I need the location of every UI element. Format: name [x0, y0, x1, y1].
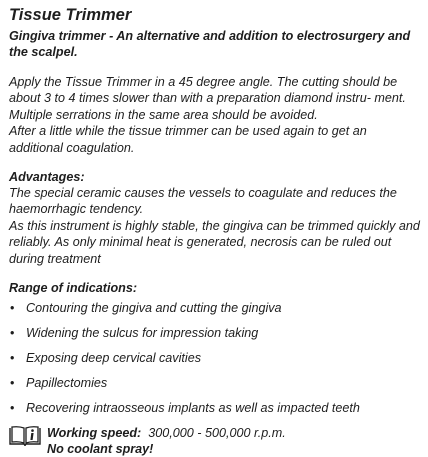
list-item-text: Contouring the gingiva and cutting the gingiva — [26, 301, 282, 316]
advantages-paragraph-2: As this instrument is highly stable, the gingiva can be trimmed quickly and reliably. As only minimal heat is generated, necrosis can be ruled out during treatment — [9, 218, 420, 266]
indications-list — [9, 300, 422, 416]
info-book-icon — [9, 426, 41, 446]
intro-paragraph-1: Apply the Tissue Trimmer in a 45 degree angle. The cutting should be about 3 to 4 times slower than with a preparation diamond instru- ment. Multiple serrations in the same area should be avoided. — [9, 75, 406, 122]
bullet-icon: • — [10, 401, 15, 416]
list-item-text: Widening the sulcus for impression taking — [26, 326, 259, 341]
list-item-text: Recovering intraosseous implants as well as impacted teeth — [26, 401, 360, 416]
list-item — [9, 350, 422, 366]
intro-paragraph-2: After a little while the tissue trimmer can be used again to get an additional coagulation. — [9, 124, 367, 155]
working-speed-line — [47, 425, 286, 441]
list-item-text: Papillectomies — [26, 376, 108, 391]
info-note — [9, 425, 422, 457]
advantages-section — [9, 169, 422, 267]
advantages-heading: Advantages: — [9, 170, 85, 185]
page-title: Tissue Trimmer — [9, 6, 132, 24]
list-item-text: Exposing deep cervical cavities — [26, 351, 202, 366]
page-subtitle: Gingiva trimmer - An alternative and addition to electrosurgery and the scalpel. — [9, 29, 411, 59]
list-item — [9, 375, 422, 391]
working-speed-label: Working speed: — [47, 426, 142, 441]
info-text — [47, 425, 286, 457]
advantages-paragraph-1: The special ceramic causes the vessels to coagulate and reduces the haemorrhagic tendency. — [9, 186, 397, 217]
list-item — [9, 325, 422, 341]
indications-section — [9, 280, 422, 416]
working-speed-value: 300,000 - 500,000 r.p.m. — [148, 426, 286, 441]
intro-section — [9, 74, 422, 156]
indications-heading: Range of indications: — [9, 281, 138, 296]
bullet-icon: • — [10, 376, 15, 391]
bullet-icon: • — [10, 301, 15, 316]
list-item — [9, 300, 422, 316]
bullet-icon: • — [10, 351, 15, 366]
bullet-icon: • — [10, 326, 15, 341]
list-item — [9, 400, 422, 416]
coolant-warning: No coolant spray! — [47, 442, 154, 457]
